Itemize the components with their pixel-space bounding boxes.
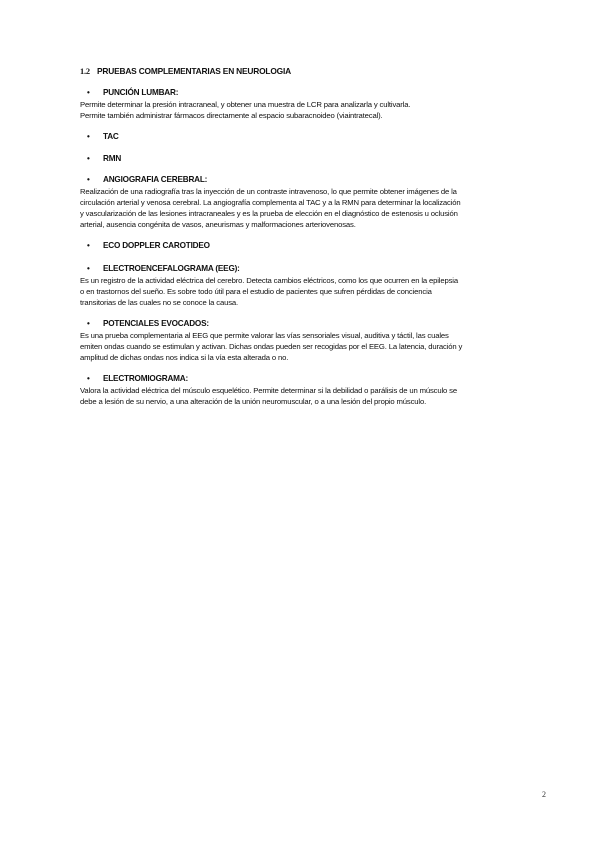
item-body: [80, 385, 545, 407]
body-line: Valora la actividad eléctrica del músculo esquelético. Permite determinar si la debilidad o parálisis de un músculo se: [80, 386, 457, 395]
body-line: transitorias de las cuales no se conoce la causa.: [80, 298, 239, 307]
body-line: y vascularización de las lesiones intracraneales y es la prueba de elección en el diagnóstico de estenosis u oclusión: [80, 209, 458, 218]
bullet-icon: •: [87, 374, 90, 383]
item-angiografia-cerebral: [80, 175, 545, 230]
item-electroencefalograma: [80, 264, 545, 308]
item-title: TAC: [103, 132, 119, 141]
section-heading: [80, 66, 291, 76]
body-line: circulación arterial y venosa cerebral. La angiografía complementa al TAC y a la RMN para determinar la localización: [80, 198, 461, 207]
body-line: amplitud de dichas ondas nos indica si la vía esta alterada o no.: [80, 353, 289, 362]
section-number: 1.2: [80, 67, 90, 76]
bullet-icon: •: [87, 319, 90, 328]
item-title: PUNCIÓN LUMBAR:: [103, 88, 179, 97]
section-title: PRUEBAS COMPLEMENTARIAS EN NEUROLOGIA: [97, 66, 291, 76]
bullet-icon: •: [87, 132, 90, 141]
item-body: [80, 275, 545, 308]
body-line: Permite también administrar fármacos directamente al espacio subaracnoideo (viaintratecal).: [80, 111, 383, 120]
item-rmn: [80, 154, 545, 165]
body-line: Es un registro de la actividad eléctrica del cerebro. Detecta cambios eléctricos, como los que ocurren en la epilepsia: [80, 276, 458, 285]
page-number: 2: [542, 790, 546, 799]
bullet-icon: •: [87, 175, 90, 184]
item-title: ECO DOPPLER CAROTIDEO: [103, 241, 210, 250]
item-body: [80, 99, 545, 121]
item-tac: [80, 132, 545, 143]
item-electromiograma: [80, 374, 545, 407]
body-line: Realización de una radiografía tras la inyección de un contraste intravenoso, lo que permite obtener imágenes de la: [80, 187, 457, 196]
body-line: Permite determinar la presión intracraneal, y obtener una muestra de LCR para analizarla y cultivarla.: [80, 100, 411, 109]
item-puncion-lumbar: [80, 88, 545, 121]
body-line: emiten ondas cuando se estimulan y activan. Dichas ondas pueden ser recogidas por el EEG. La latencia, duración y: [80, 342, 463, 351]
bullet-icon: •: [87, 154, 90, 163]
body-line: Es una prueba complementaria al EEG que permite valorar las vías sensoriales visual, auditiva y táctil, las cuales: [80, 331, 449, 340]
item-body: [80, 330, 545, 363]
item-title: ANGIOGRAFIA CEREBRAL:: [103, 175, 208, 184]
item-title: POTENCIALES EVOCADOS:: [103, 319, 209, 328]
item-title: ELECTROMIOGRAMA:: [103, 374, 189, 383]
item-eco-doppler-carotideo: [80, 241, 545, 252]
item-title: ELECTROENCEFALOGRAMA (EEG):: [103, 264, 240, 273]
bullet-icon: •: [87, 264, 90, 273]
body-line: arterial, ausencia congénita de vasos, aneurismas y malformaciones arteriovenosas.: [80, 220, 356, 229]
body-line: o en trastornos del sueño. Es sobre todo útil para el estudio de pacientes que sufren pérdidas de conciencia: [80, 287, 432, 296]
bullet-icon: •: [87, 88, 90, 97]
item-potenciales-evocados: [80, 319, 545, 363]
item-title: RMN: [103, 154, 122, 163]
body-line: debe a lesión de su nervio, a una alteración de la unión neuromuscular, o a una lesión del propio músculo.: [80, 397, 427, 406]
item-body: [80, 186, 545, 230]
bullet-icon: •: [87, 241, 90, 250]
